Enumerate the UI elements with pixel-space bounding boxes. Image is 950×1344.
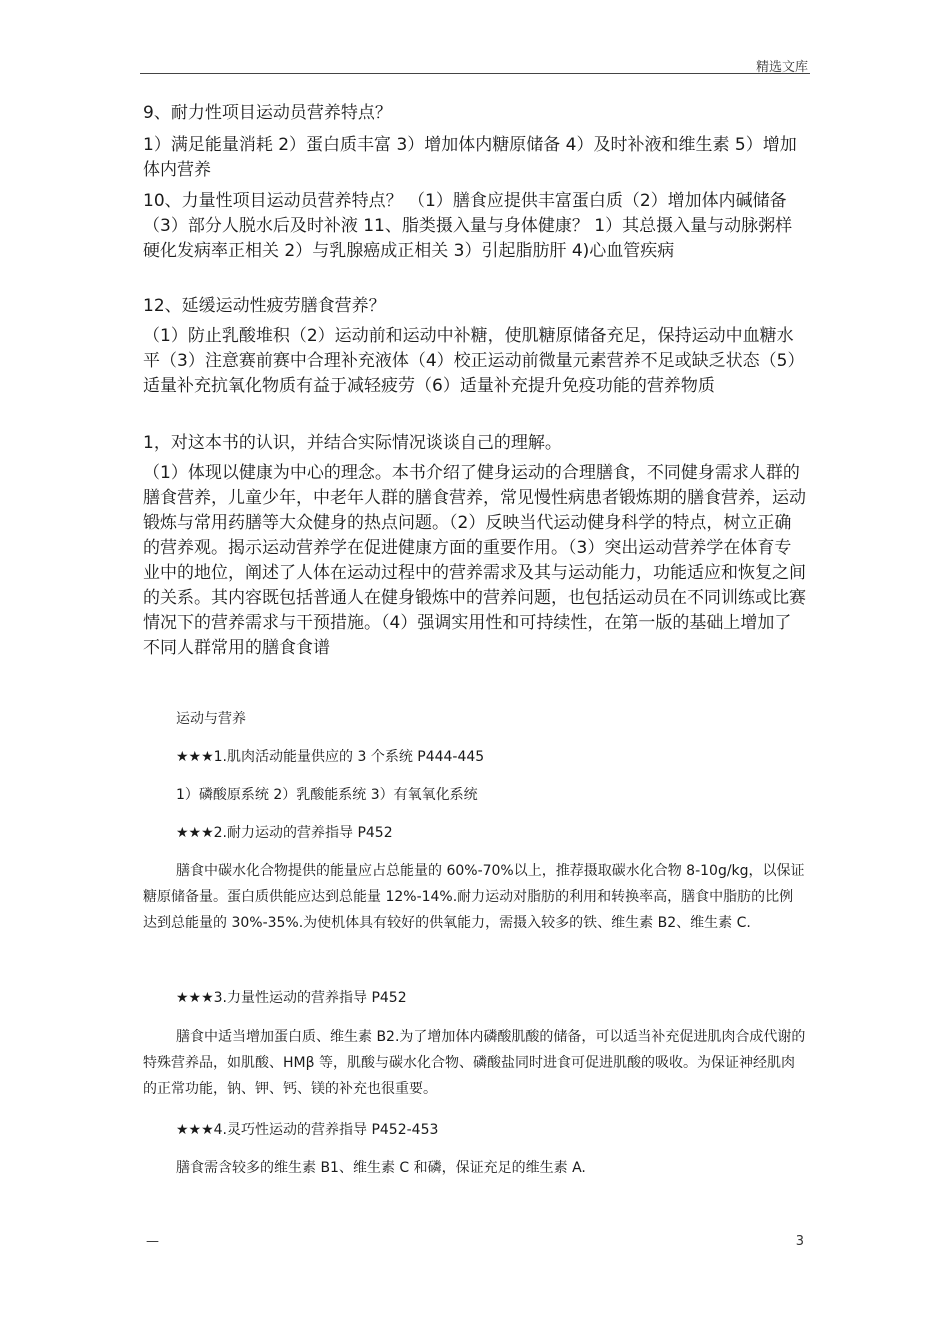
question-10-11: 10、力量性项目运动员营养特点？ （1）膳食应提供丰富蛋白质（2）增加体内碱储备（3）部分人脱水后及时补液 11、脂类摄入量与身体健康？ 1）其总摄入量与动脉粥样硬化发病率正相关 2）与乳腺癌成正相关 3）引起脂肪肝 4)心血管疾病 [143,191,793,261]
heading-4: ★★★4.灵巧性运动的营养指导 P452-453 [176,1122,439,1138]
question-1: 1，对这本书的认识，并结合实际情况谈谈自己的理解。 [143,433,562,453]
answer-9: 1）满足能量消耗 2）蛋白质丰富 3）增加体内糖原储备 4）及时补液和维生素 5）增加体内营养 [143,135,797,180]
header-rule [140,73,810,74]
question-12: 12、延缓运动性疲劳膳食营养？ [143,296,386,316]
paragraph-2: 膳食中碳水化合物提供的能量应占总能量的 60%-70%以上，推荐摄取碳水化合物 8-10g/kg，以保证糖原储备量。蛋白质供能应达到总能量 12%-14%.耐力运动对脂肪的利用和转换率高，膳食中脂肪的比例达到总能量的 30%-35%.为使机体具有较好的供氧能力，需摄入较多的铁、维生素 B2、维生素 C. [143,863,805,931]
heading-3: ★★★3.力量性运动的营养指导 P452 [176,990,407,1006]
answer-1: （1）体现以健康为中心的理念。本书介绍了健身运动的合理膳食，不同健身需求人群的膳食营养，儿童少年，中老年人群的膳食营养，常见慢性病患者锻炼期的膳食营养，运动锻炼与常用药膳等大众健身的热点问题。（2）反映当代运动健身科学的特点，树立正确的营养观。揭示运动营养学在促进健康方面的重要作用。（3）突出运动营养学在体育专业中的地位，阐述了人体在运动过程中的营养需求及其与运动能力，功能适应和恢复之间的关系。其内容既包括普通人在健身锻炼中的营养问题，也包括运动员在不同训练或比赛情况下的营养需求与干预措施。（4）强调实用性和可持续性，在第一版的基础上增加了不同人群常用的膳食食谱 [143,463,806,658]
paragraph-4: 膳食需含较多的维生素 B1、维生素 C 和磷，保证充足的维生素 A. [176,1160,586,1176]
question-9: 9、耐力性项目运动员营养特点？ [143,103,392,123]
heading-2: ★★★2.耐力运动的营养指导 P452 [176,825,393,841]
header-label: 精选文库 [755,60,808,75]
section-title: 运动与营养 [176,711,246,727]
paragraph-1: 1）磷酸原系统 2）乳酸能系统 3）有氧氧化系统 [176,787,478,803]
paragraph-3: 膳食中适当增加蛋白质、维生素 B2.为了增加体内磷酸肌酸的储备，可以适当补充促进肌肉合成代谢的特殊营养品，如肌酸、HMβ 等，肌酸与碳水化合物、磷酸盐同时进食可促进肌酸的吸收。为保证神经肌肉的正常功能，钠、钾、钙、镁的补充也很重要。 [143,1029,806,1097]
footer-dash: — [146,1234,159,1249]
page-number: 3 [795,1234,804,1249]
answer-12: （1）防止乳酸堆积（2）运动前和运动中补糖，使肌糖原储备充足，保持运动中血糖水平（3）注意赛前赛中合理补充液体（4）校正运动前微量元素营养不足或缺乏状态（5）适量补充抗氧化物质有益于减轻疲劳（6）适量补充提升免疫功能的营养物质 [143,326,805,396]
heading-1: ★★★1.肌肉活动能量供应的 3 个系统 P444-445 [176,749,485,765]
